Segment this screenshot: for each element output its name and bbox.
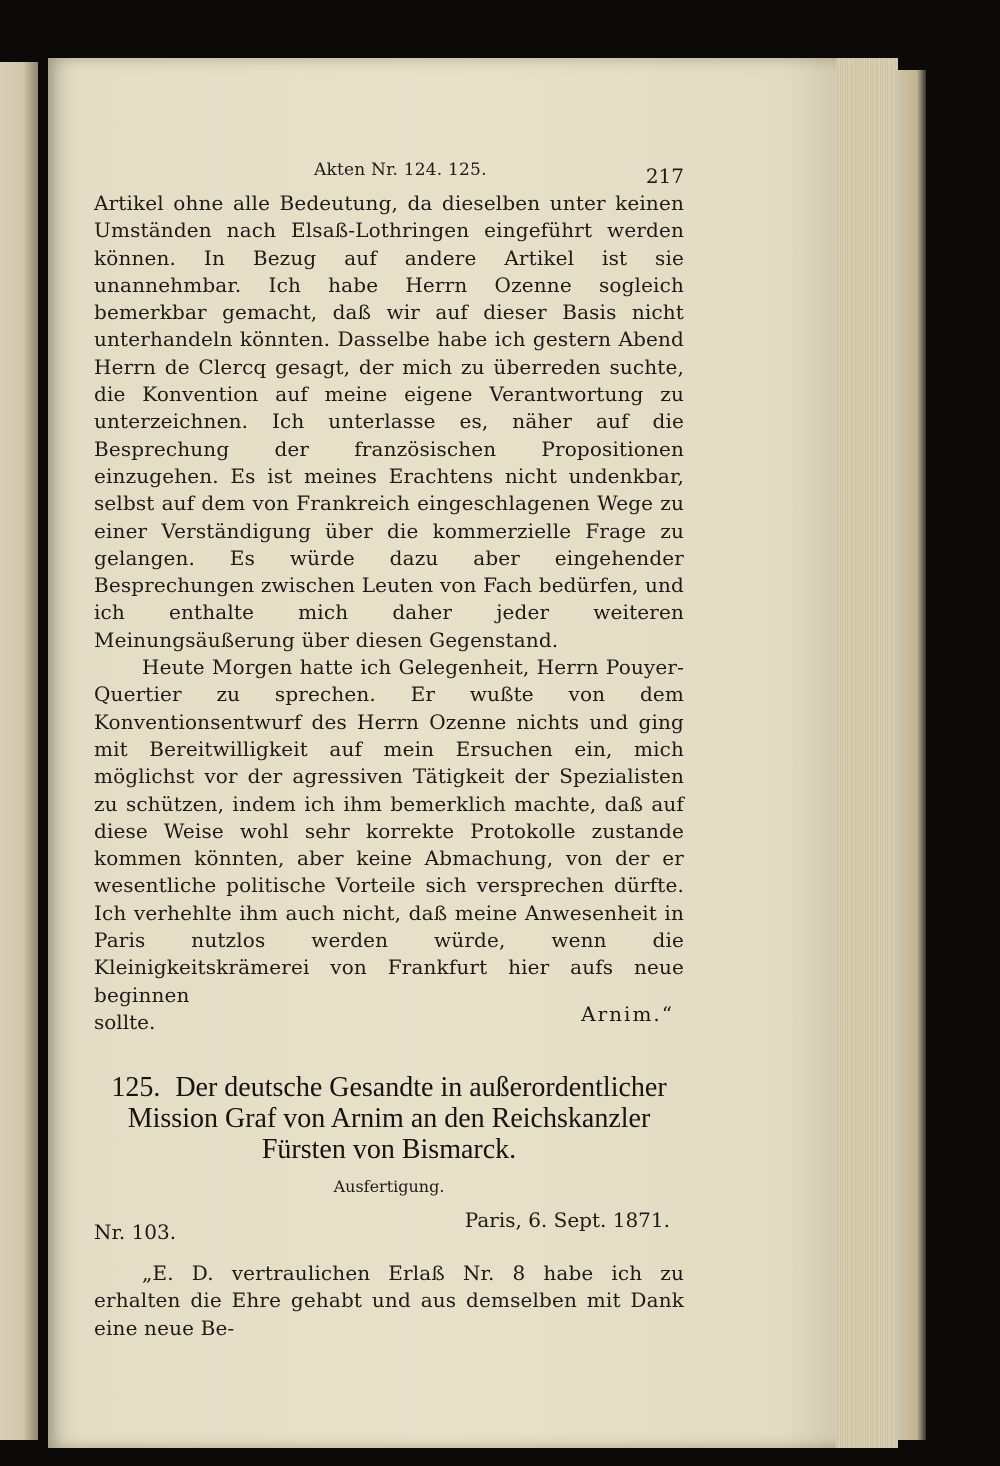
signature: Arnim.“: [581, 1001, 674, 1026]
paragraph: Heute Morgen hatte ich Gelegenheit, Herrn Pouyer-Quertier zu sprechen. Er wußte von dem Konventionsentwurf des Herrn Ozenne nichts und ging mit Bereitwilligkeit auf mein Ersuchen ein, mich möglichst vor der agressiven Tätigkeit der Spezialisten zu schützen, indem ich ihm bemerklich machte, daß auf diese Weise wohl sehr korrekte Protokolle zustande kommen könnten, aber keine Abmachung, von der er wesentliche politische Vorteile sich versprechen dürfte. Ich verhehlte ihm auch nicht, daß meine Anwesenheit in Paris nutzlos werden würde, wenn die Kleinigkeitskrämerei von Frankfurt hier aufs neue beginnen: [94, 655, 684, 1007]
page-text: [94, 150, 684, 1342]
paragraph-end: sollte.: [94, 1009, 156, 1034]
place-date: Paris, 6. Sept. 1871.: [464, 1207, 670, 1232]
reference-number: Nr. 103.: [94, 1219, 177, 1244]
document-heading: [94, 1072, 684, 1165]
running-head: [94, 150, 684, 190]
document-number: 125.: [111, 1071, 161, 1103]
letter-opening: „E. D. vertraulichen Erlaß Nr. 8 habe ich zu erhalten die Ehre gehabt und aus demselben mit Dank eine neue Be-: [94, 1260, 684, 1340]
paragraph: Artikel ohne alle Bedeutung, da dieselben unter keinen Umständen nach Elsaß-Lothringen eingeführt werden können. In Bezug auf andere Artikel ist sie unannehmbar. Ich habe Herrn Ozenne sogleich bemerkbar gemacht, daß wir auf dieser Basis nicht unterhandeln könnten. Dasselbe habe ich gestern Abend Herrn de Clercq gesagt, der mich zu überreden suchte, die Konvention auf meine eigene Verantwortung zu unterzeichnen. Ich unterlasse es, näher auf die Besprechung der französischen Propositionen einzugehen. Es ist meines Erachtens nicht undenkbar, selbst auf dem von Frankreich eingeschlagenen Wege zu einer Verständigung über die kommerzielle Frage zu gelangen. Es würde dazu aber eingehender Besprechungen zwischen Leuten von Fach bedürfen, und ich enthalte mich daher jeder weiteren Meinungsäußerung über diesen Gegenstand.: [94, 191, 684, 652]
page-number: 217: [645, 164, 684, 188]
closing-line: [94, 1001, 684, 1036]
book-cover-edge: [896, 70, 926, 1440]
page-stack-edges: [836, 58, 898, 1448]
document-title: Der deutsche Gesandte in außerordentlicher Mission Graf von Arnim an den Reichskanzler Fürsten von Bismarck.: [127, 1071, 667, 1165]
running-head-title: Akten Nr. 124. 125.: [314, 160, 487, 180]
left-page-edge: [0, 62, 38, 1440]
document-subheading: Ausfertigung.: [333, 1176, 445, 1196]
dateline: [94, 1206, 684, 1246]
